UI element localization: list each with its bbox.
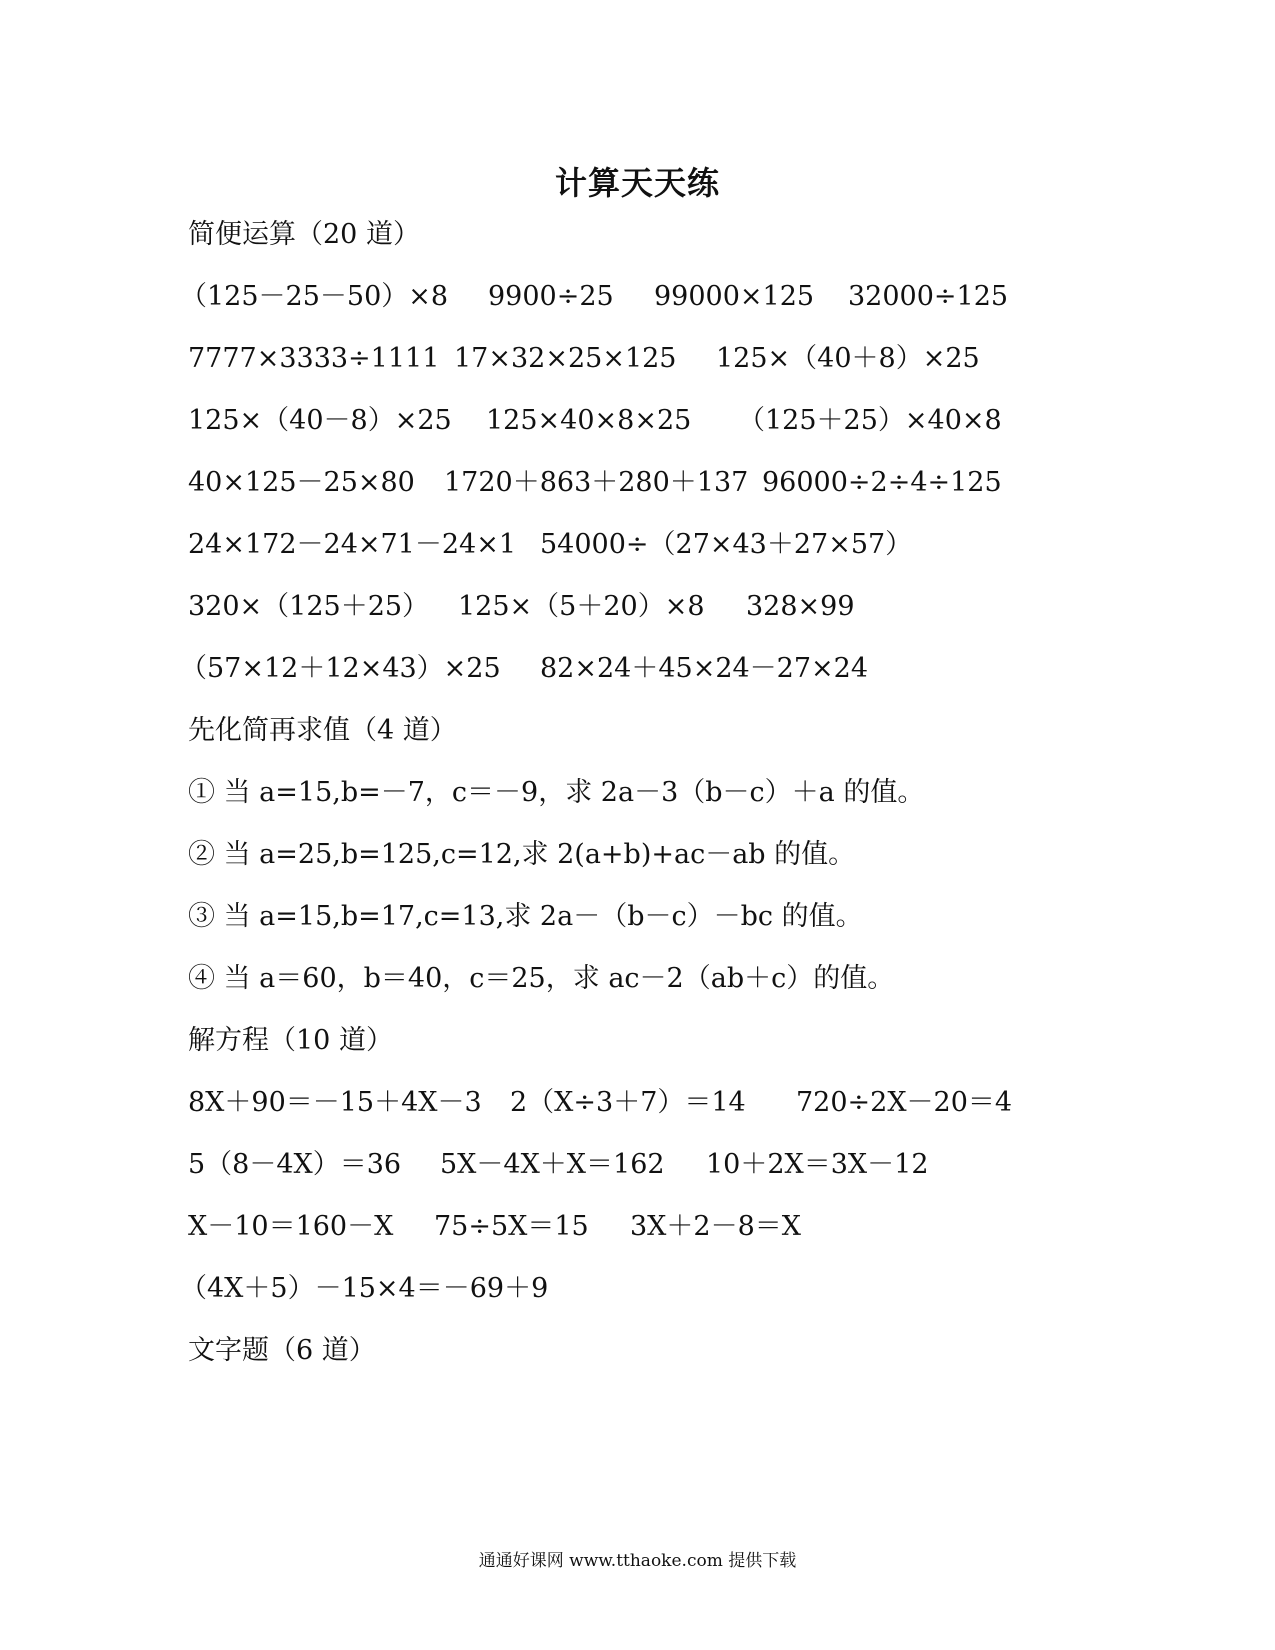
equation: 720÷2X－20＝4 [796,1087,1013,1118]
problem: （57×12＋12×43）×25 [180,653,501,684]
problem: 82×24＋45×24－27×24 [540,653,869,684]
problem: 328×99 [746,591,855,622]
equation: 3X＋2－8＝X [630,1211,801,1242]
problem: 17×32×25×125 [454,343,677,374]
problem: （125＋25）×40×8 [738,405,1002,436]
equation: 75÷5X＝15 [434,1211,589,1242]
equation: 5X－4X＋X＝162 [440,1149,665,1180]
problem: 1720＋863＋280＋137 [444,467,749,498]
evaluate-item-4: ④ 当 a＝60，b＝40，c＝25，求 ac－2（ab＋c）的值。 [188,963,895,994]
equation: X－10＝160－X [188,1211,394,1242]
problem: 96000÷2÷4÷125 [762,467,1002,498]
problem: 32000÷125 [848,281,1009,312]
problem: 99000×125 [654,281,815,312]
section-heading-equations: 解方程（10 道） [188,1025,393,1056]
problem: 7777×3333÷1111 [188,343,440,374]
problem: 125×40×8×25 [486,405,692,436]
section-heading-word-problems: 文字题（6 道） [188,1335,376,1366]
problem: 24×172－24×71－24×1 [188,529,517,560]
problem: 9900÷25 [488,281,614,312]
problem: 320×（125＋25） [188,591,430,622]
page-footer: 通通好课网 www.tthaoke.com 提供下载 [478,1551,797,1571]
equation: 10＋2X＝3X－12 [706,1149,929,1180]
section-heading-evaluate: 先化简再求值（4 道） [188,715,457,746]
evaluate-item-2: ② 当 a=25,b=125,c=12,求 2(a+b)+ac－ab 的值。 [188,839,856,870]
problem: （125－25－50）×8 [180,281,449,312]
page-title: 计算天天练 [554,164,720,202]
equation: 8X＋90＝－15＋4X－3 [188,1087,482,1118]
equation: 5（8－4X）＝36 [188,1149,402,1180]
section-heading-simplify: 简便运算（20 道） [188,219,420,250]
problem: 40×125－25×80 [188,467,415,498]
evaluate-item-3: ③ 当 a=15,b=17,c=13,求 2a－（b－c）－bc 的值。 [188,901,863,932]
evaluate-item-1: ① 当 a=15,b=－7，c＝－9，求 2a－3（b－c）＋a 的值。 [188,777,925,808]
equation: 2（X÷3＋7）＝14 [510,1087,746,1118]
equation: （4X＋5）－15×4＝－69＋9 [180,1273,549,1304]
problem: 125×（5＋20）×8 [458,591,705,622]
problem: 125×（40－8）×25 [188,405,452,436]
problem: 125×（40＋8）×25 [716,343,980,374]
problem: 54000÷（27×43＋27×57） [540,529,913,560]
